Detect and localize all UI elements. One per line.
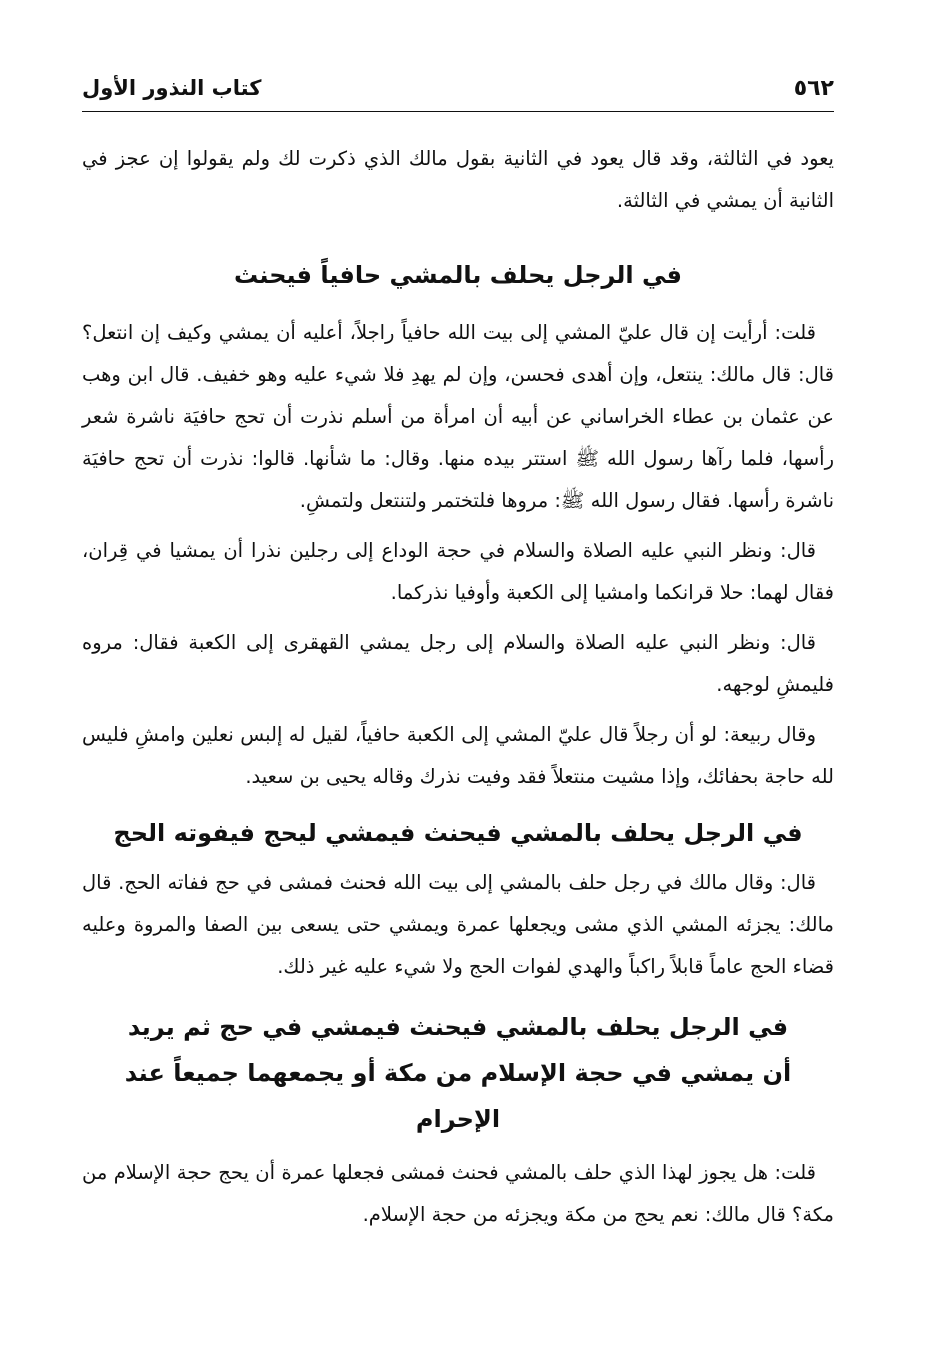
running-header [82,72,834,110]
running-title: كتاب النذور الأول [82,76,262,100]
heading-line: في الرجل يحلف بالمشي فيحنث فيمشي في حج ثم يريد [127,1013,789,1041]
page-body [82,138,834,1236]
opening-paragraph: يعود في الثالثة، وقد قال يعود في الثانية بقول مالك الذي ذكرت لك ولم يقولوا إن عجز في الثانية أن يمشي في الثالثة. [82,147,834,212]
section-heading-hajj-al-islam [82,1004,834,1142]
paragraph: قلت: هل يجوز لهذا الذي حلف بالمشي فحنث فمشى فجعلها عمرة أن يحج حجة الإسلام من مكة؟ قال مالك: نعم يحج من مكة ويجزئه من حجة الإسلام. [82,1161,834,1226]
paragraph: قلت: أرأيت إن قال عليّ المشي إلى بيت الله حافياً راجلاً، أعليه أن يمشي وكيف إن انتعل؟ قال: قال مالك: ينتعل، وإن أهدى فحسن، وإن لم يهدِ فلا شيء عليه وهو خفيف. قال ابن وهب عن عثمان بن عطاء الخراساني عن أبيه أن امرأة من أسلم نذرت أن تحج حافيَة ناشرة شعر رأسها، فلما رآها رسول الله ﷺ استتر بيده منها. وقال: ما شأنها. قالوا: نذرت أن تحج حافيَة ناشرة رأسها. فقال رسول الله ﷺ: مروها فلتختمر ولتنتعل ولتمشِ. [82,321,834,512]
heading-line: أن يمشي في حجة الإسلام من مكة أو يجمعهما جميعاً عند الإحرام [124,1059,792,1133]
section-heading-barefoot: في الرجل يحلف بالمشي حافياً فيحنث [233,261,683,289]
paragraph: قال: ونظر النبي عليه الصلاة والسلام إلى رجل يمشي القهقرى إلى الكعبة فقال: مروه فليمشِ لوجهه. [82,631,834,696]
page-number: ٥٦٢ [793,76,834,101]
paragraph: قال: وقال مالك في رجل حلف بالمشي إلى بيت الله فحنث فمشى في حج ففاته الحج. قال مالك: يجزئه المشي الذي مشى ويجعلها عمرة ويمشي حتى يسعى بين الصفا والمروة وعليه قضاء الحج عاماً قابلاً راكباً والهدي لفوات الحج ولا شيء عليه غير ذلك. [82,871,834,978]
paragraph: وقال ربيعة: لو أن رجلاً قال عليّ المشي إلى الكعبة حافياً، لقيل له إلبس نعلين وامشِ فليس لله حاجة بحفائك، وإذا مشيت منتعلاً فقد وفيت نذرك وقاله يحيى بن سعيد. [82,723,834,788]
header-rule [82,111,834,112]
paragraph: قال: ونظر النبي عليه الصلاة والسلام في حجة الوداع إلى رجلين نذرا أن يمشيا في قِران، فقال لهما: حلا قرانكما وامشيا إلى الكعبة وأوفيا نذركما. [82,539,834,604]
section-heading-missed-hajj: في الرجل يحلف بالمشي فيحنث فيمشي ليحج فيفوته الحج [113,819,803,847]
